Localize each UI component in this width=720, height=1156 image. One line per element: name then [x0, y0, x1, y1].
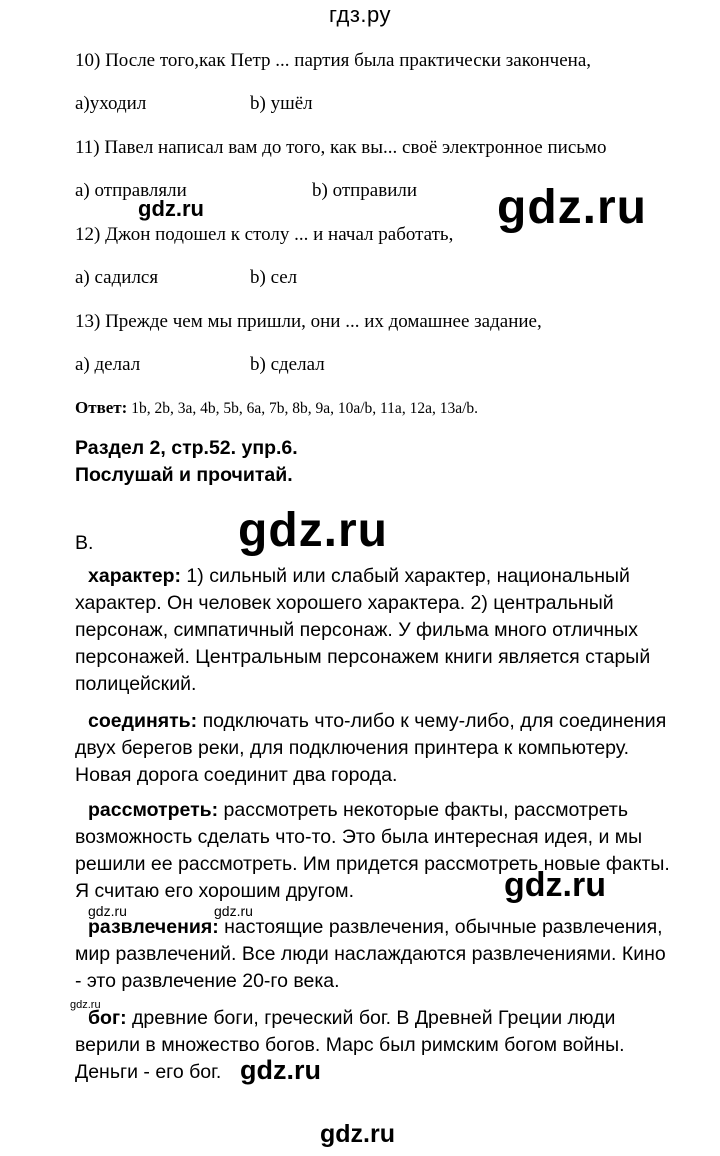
- section-title: Раздел 2, стр.52. упр.6.: [75, 437, 298, 459]
- question-13: 13) Прежде чем мы пришли, они ... их домашнее задание,: [75, 311, 542, 332]
- option-10-b: b) ушёл: [250, 93, 313, 114]
- option-13-a: a) делал: [75, 354, 141, 375]
- watermark: gdz.ru: [70, 999, 101, 1011]
- entry-text: настоящие развлечения, обычные развлечения, мир развлечений. Все люди наслаждаются развлечениями. Кино - это развлечение 20-го века.: [75, 916, 666, 992]
- entry-god: [75, 1005, 675, 1086]
- answer-text: 1b, 2b, 3a, 4b, 5b, 6a, 7b, 8b, 9a, 10a/b, 11a, 12a, 13a/b.: [127, 400, 479, 417]
- watermark: gdz.ru: [504, 866, 606, 904]
- question-12: 12) Джон подошел к столу ... и начал работать,: [75, 224, 454, 245]
- entry-term: бог:: [88, 1007, 127, 1029]
- question-11: 11) Павел написал вам до того, как вы... своё электронное письмо: [75, 137, 607, 158]
- option-13-b: b) сделал: [250, 354, 325, 375]
- option-10-a: a)уходил: [75, 93, 147, 114]
- section-subtitle: Послушай и прочитай.: [75, 464, 293, 486]
- option-11-a: a) отправляли: [75, 180, 187, 201]
- watermark: gdz.ru: [214, 903, 253, 919]
- entry-text: 1) сильный или слабый характер, национальный характер. Он человек хорошего характера. 2) центральный персонаж, симпатичный персонаж. У фильма много отличных персонажей. Центральным персонажем книги является старый полицейский.: [75, 565, 651, 695]
- watermark: gdz.ru: [88, 903, 127, 919]
- watermark: gdz.ru: [497, 181, 647, 234]
- entry-term: рассмотреть:: [88, 799, 219, 821]
- entry-text: подключать что-либо к чему-либо, для соединения двух берегов реки, для подключения принтера к компьютеру. Новая дорога соединит два города.: [75, 710, 667, 786]
- entry-text: древние боги, греческий бог. В Древней Греции люди верили в множество богов. Марс был римским богом войны. Деньги - его бог.: [75, 1007, 625, 1083]
- answer-label: Ответ:: [75, 398, 128, 417]
- entry-term: развлечения:: [88, 916, 219, 938]
- option-12-a: a) садился: [75, 267, 159, 288]
- entry-text: рассмотреть некоторые факты, рассмотреть возможность сделать что-то. Это была интересная идея, и мы решили ее рассмотреть. Им придется рассмотреть новые факты. Я считаю его хорошим другом.: [75, 799, 670, 902]
- option-12-b: b) сел: [250, 267, 298, 288]
- question-10: 10) После того,как Петр ... партия была практически закончена,: [75, 50, 592, 71]
- watermark: gdz.ru: [240, 1055, 321, 1085]
- watermark: gdz.ru: [320, 1120, 395, 1148]
- entry-term: характер:: [88, 565, 182, 587]
- entry-character: [75, 563, 675, 698]
- option-11-b: b) отправили: [312, 180, 418, 201]
- entry-entertainment: [75, 914, 675, 995]
- watermark: gdz.ru: [138, 196, 204, 221]
- entry-connect: [75, 708, 675, 789]
- site-header: гдз.ру: [328, 2, 392, 27]
- entry-term: соединять:: [88, 710, 198, 732]
- watermark: gdz.ru: [238, 504, 388, 557]
- part-label: B.: [75, 532, 94, 554]
- answer-line: [75, 398, 478, 418]
